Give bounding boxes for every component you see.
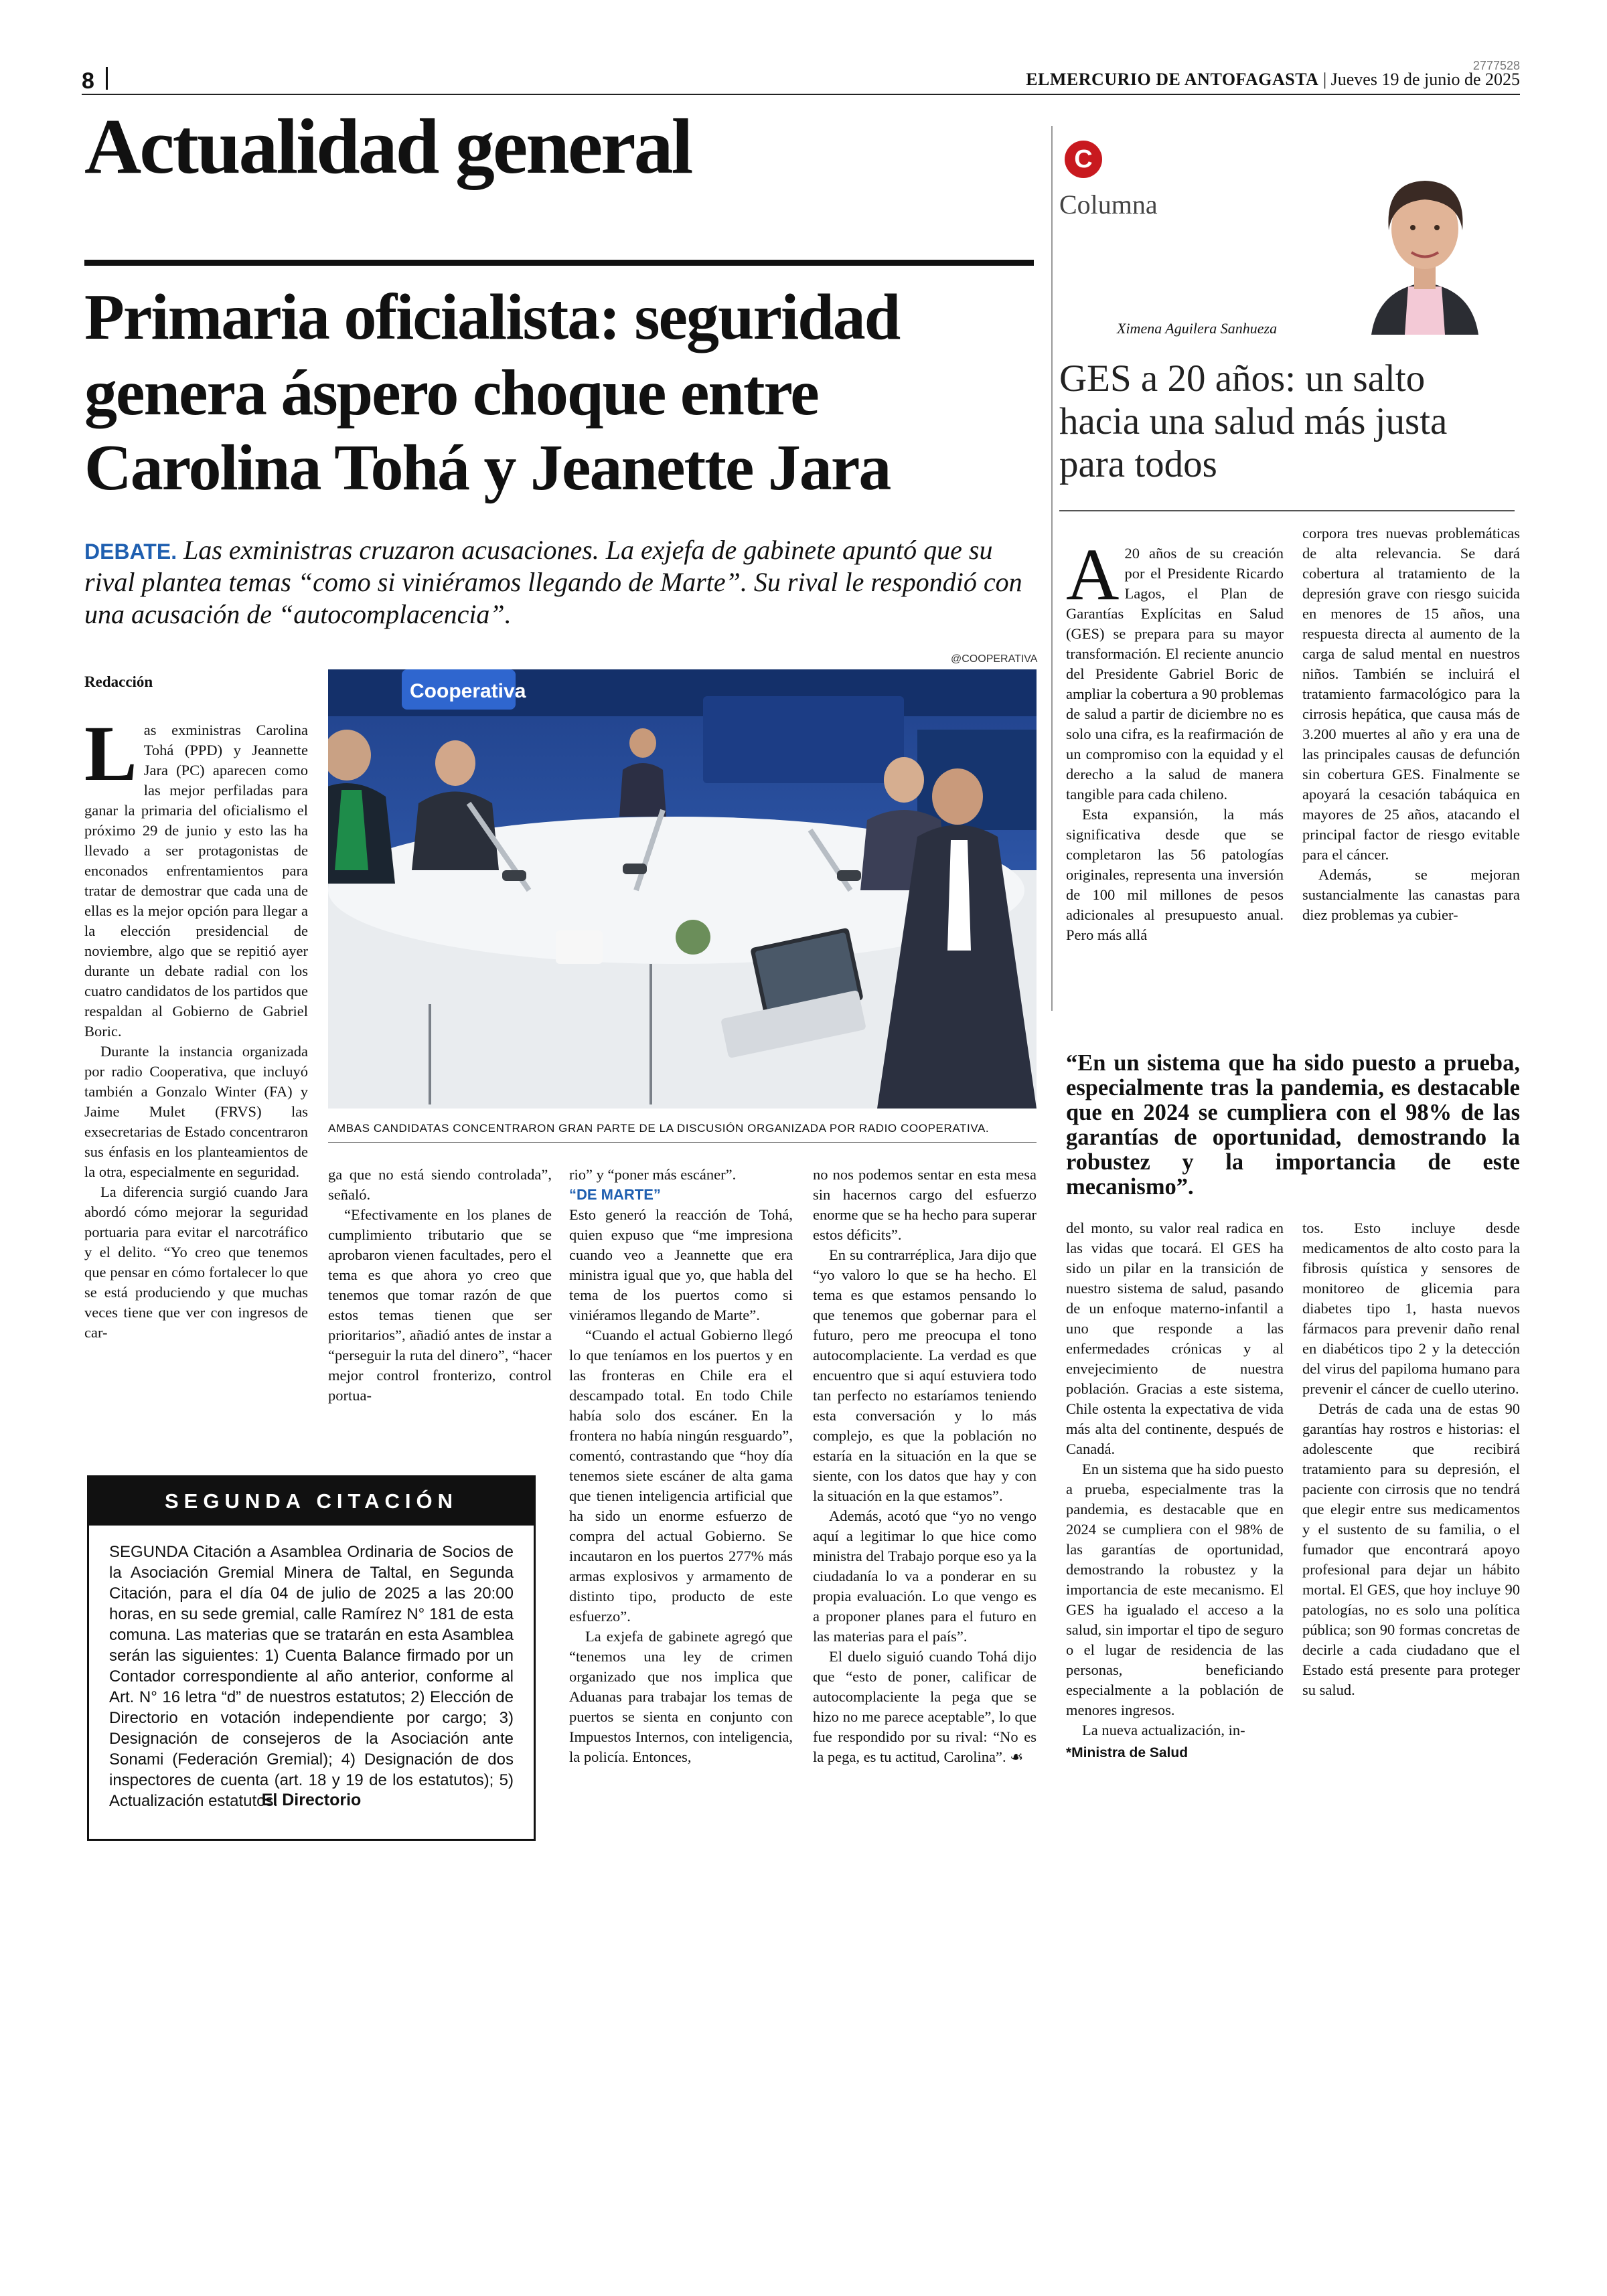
paragraph: ga que no está siendo controlada”, señaló. [328,1166,552,1203]
paragraph: “Cuando el actual Gobierno llegó lo que teníamos en los puertos y en las fronteras en Chile era el descampado total. En todo Chile había solo dos escáner. En la frontera no había ningún resguardo”, comentó, contrastando que “hoy día tenemos siete escáner de alta gama que tienen inteligencia artificial que ha sido un enorme esfuerzo de compra del actual Gobierno. Se incautaron en los puertos 277% más armas explosivos y armamento de distinto tipo, producto de este esfuerzo”. [569,1327,793,1625]
column-text-3 [1066,1218,1284,1763]
column-badge: C [1065,141,1102,178]
section-title: Actualidad general [84,102,692,190]
debate-photo [328,669,1037,1109]
paragraph: Durante la instancia organizada por radio Cooperativa, que incluyó también a Gonzalo Winter (FA) y Jaime Mulet (FRVS) las exsecretarias de Estado concentraron sus énfasis en los planteamientos de la otra, especialmente en seguridad. [84,1043,308,1180]
column-label: Columna [1059,189,1158,220]
paragraph: del monto, su valor real radica en las vidas que tocará. El GES ha sido un pilar en la transición de nuestro sistema de salud, pasando de un enfoque materno-infantil a uno que responde a las enfermedades crónicas y al envejecimiento de nuestra población. Gracias a este sistema, Chile ostenta la expectativa de vida más alta del continente, después de Canadá. [1066,1220,1284,1457]
masthead-name: ELMERCURIO DE ANTOFAGASTA [1026,70,1319,89]
paragraph: El duelo siguió cuando Tohá dijo que “esto de poner, calificar de autocomplaciente la pega que se hizo no me parece aceptable”, lo que fue respondido por su rival: “No es la pega, es tu actitud, Carolina”. ☙ [813,1648,1037,1765]
column-drop-cap: A [1066,534,1120,615]
notice-title: SEGUNDA CITACIÓN [89,1477,534,1526]
column-text-4 [1302,1218,1520,1700]
byline: Redacción [84,673,153,690]
studio-screen-text: Cooperativa [410,680,526,702]
paragraph: Además, se mejoran sustancialmente las canastas para diez problemas ya cubier- [1302,866,1520,923]
page-number: 8 [82,68,94,94]
column-signoff: *Ministra de Salud [1066,1745,1189,1760]
pull-quote: “En un sistema que ha sido puesto a prueba, especialmente tras la pandemia, es destacable que en 2024 se cumpliera con el 98% de las garantías de oportunidad, demostrando la robustez y la importancia de este mecanismo”. [1066,1050,1520,1200]
photo-caption: AMBAS CANDIDATAS CONCENTRARON GRAN PARTE DE LA DISCUSIÓN ORGANIZADA POR RADIO COOPERATIVA. [328,1122,990,1135]
masthead [1026,70,1520,90]
notice-signature: El Directorio [261,1791,362,1809]
paragraph: Esta expansión, la más significativa desde que se completaron las 56 patologías originales, representa una inversión de 100 mil millones de pesos adicionales al presupuesto anual. Pero más allá [1066,806,1284,943]
drop-cap: L [84,710,137,797]
article-column-1 [84,710,308,1343]
paragraph: En su contrarréplica, Jara dijo que “yo valoro lo que se ha hecho. El tema es que estamos pensando lo que tenemos que gobernar para el futuro, pero me preocupa el tono autocomplaciente. La verdad es que encuentro que si aquí estuviera todo tan perfecto no estaríamos teniendo esta conversación y lo más complejo, es que la población no estaría en la situación en la que se siente, con los datos que hay y con la situación en la que estamos”. [813,1246,1037,1504]
paragraph: corpora tres nuevas problemáticas de alta relevancia. Se dará cobertura al tratamiento de la depresión grave con riesgo suicida en menores de 15 años, una respuesta directa al aumento de la carga de salud mental en nuestros niños. También se incluirá el tratamiento farmacológico para la cirrosis hepática, que causa más de 3.200 muertes al año y era una de las principales causas de defunción sin cobertura GES. Finalmente se apoyará la cesación tabáquica en mayores de 25 años, atacando el principal factor de riesgo evitable para el cáncer. [1302,525,1520,863]
paragraph: as exministras Carolina Tohá (PPD) y Jeannette Jara (PC) aparecen como las mejor perfiladas para ganar la primaria del oficialismo el próximo 29 de junio y esto las ha llevado a ser protagonistas de enconados enfrentamientos para tratar de demostrar que cada una de ellas es la mejor opción para llegar a la elección presidencial de noviembre, algo que se repitió ayer durante un debate radial con los cuatro candidatos de los partidos que respaldan al Gobierno de Gabriel Boric. [84,722,308,1040]
author-portrait-illustration [1345,155,1505,335]
photo-credit: @COOPERATIVA [951,653,1038,665]
paragraph: no nos podemos sentar en esta mesa sin hacernos cargo del esfuerzo enorme que se ha hecho para superar estos déficits”. [813,1166,1037,1243]
headline-rule [84,260,1034,266]
clip-id: 2777528 [1472,59,1520,72]
deck-text: Las exministras cruzaron acusaciones. La exjefa de gabinete apuntó que su rival plantea temas “como si viniéramos llegando de Marte”. Su rival le respondió con una acusación de “autocomplacencia”. [84,535,1022,629]
column-headline-rule [1059,510,1515,511]
debate-photo-illustration [328,669,1037,1109]
masthead-date: | Jueves 19 de junio de 2025 [1322,70,1520,89]
column-divider [1051,126,1053,1011]
paragraph: Esto generó la reacción de Tohá, quien expuso que “me impresiona cuando veo a Jeannette que era ministra igual que yo, que habla del tema de los puertos como si viniéramos llegando de Marte”. [569,1206,793,1323]
column-author: Ximena Aguilera Sanhueza [1117,320,1278,337]
paragraph: tos. Esto incluye desde medicamentos de alto costo para la fibrosis quística y sensores de monitoreo de glicemia para diabetes tipo 1, hasta nuevos fármacos para prevenir daño renal en diabéticos tipo 2 y la detección del virus del papiloma humano para prevenir el cáncer de cuello uterino. [1302,1220,1520,1397]
column-text-2 [1302,523,1520,925]
subhead: “DE MARTE” [569,1186,661,1203]
paragraph: 20 años de su creación por el Presidente Ricardo Lagos, el Plan de Garantías Explícitas en Salud (GES) se prepara para su mayor transformación. El reciente anuncio del Presidente Gabriel Boric de ampliar la cobertura a 90 problemas de salud a partir de diciembre no es solo una cifra, es la reafirmación de un compromiso con la equidad y el derecho a la salud de manera tangible para cada chileno. [1066,545,1284,803]
article-column-4 [813,1165,1037,1767]
article-column-2 [328,1165,552,1406]
page-number-separator [106,67,108,90]
paragraph: “Efectivamente en los planes de cumplimiento tributario que se aprobaron vienen facultades, pero el tema es que ahora yo creo que tenemos que tomar razón de que estos temas tienen que ser prioritarios”, añadió antes de instar a “perseguir la ruta del dinero”, “hacer mejor control fronterizo, control portua- [328,1206,552,1404]
paragraph: En un sistema que ha sido puesto a prueba, especialmente tras la pandemia, es destacable que en 2024 se cumpliera con el 98% de las garantías de oportunidad, demostrando la robustez y la importancia de este mecanismo. El GES ha igualado el acceso a la salud, sin importar el tipo de seguro o el lugar de residencia de las personas, beneficiando especialmente a la población de menores ingresos. [1066,1461,1284,1718]
notice-body: SEGUNDA Citación a Asamblea Ordinaria de Socios de la Asociación Gremial Minera de Taltal, en Segunda Citación, para el día 04 de julio de 2025 a las 20:00 horas, en su sede gremial, calle Ramírez N° 181 de esta comuna. Las materias que se tratarán en esta Asamblea serán las siguientes: 1) Cuenta Balance firmado por un Contador correspondiente al año anterior, conforme al Art. N° 16 letra “d” de nuestros estatutos; 2) Elección de Directorio en votación independiente por cargo; 3) Designación de consejeros de la Asociación ante Sonami (Federación Gremial); 4) Designación de dos inspectores de cuenta (art. 18 y 19 de los estatutos); 5) Actualización estatutos. [109,1543,514,1810]
paragraph: La diferencia surgió cuando Jara abordó cómo mejorar la seguridad portuaria para evitar el narcotráfico y el delito. “Yo creo que tenemos que pensar en cómo fortalecer lo que se está produciendo y que muchas veces tiene que ver con ingresos de car- [84,1183,308,1341]
paragraph: Además, acotó que “yo no vengo aquí a legitimar lo que hice como ministra del Trabajo porque eso ya la ciudadanía lo va a ponderar en su propia evaluación. Lo que vengo es a proponer planes para el futuro en las materias para el país”. [813,1507,1037,1645]
notice-box [87,1475,536,1841]
article-column-3 [569,1165,793,1767]
author-portrait [1345,155,1505,335]
caption-rule [328,1142,1037,1143]
article-headline: Primaria oficialista: seguridad genera áspero choque entre Carolina Tohá y Jeanette Jara [84,281,900,505]
deck-label: DEBATE. [84,540,177,564]
paragraph: rio” y “poner más escáner”. [569,1166,737,1183]
column-headline: GES a 20 años: un salto hacia una salud más justa para todos [1059,357,1448,485]
article-deck [84,534,1035,631]
paragraph: Detrás de cada una de estas 90 garantías hay rostros e historias: el adolescente que recibirá tratamiento para su depresión, el paciente con cirrosis que no tendrá que elegir entre sus medicamentos y el sustento de su familia, o el fumador que encontrará apoyo profesional para dejar un hábito mortal. El GES, que hoy incluye 90 patologías, no es solo una política pública; son 90 formas concretas de decirle a cada ciudadano que el Estado está presente para proteger su salud. [1302,1400,1520,1698]
top-rule [82,94,1520,95]
paragraph: La nueva actualización, in- [1082,1722,1245,1738]
column-text-1 [1066,534,1284,945]
paragraph: La exjefa de gabinete agregó que “tenemos una ley de crimen organizado que nos implica que Aduanas para trabajar los temas de puertos se sienta en conjunto con Impuestos Internos, con inteligencia, la policía. Entonces, [569,1628,793,1765]
